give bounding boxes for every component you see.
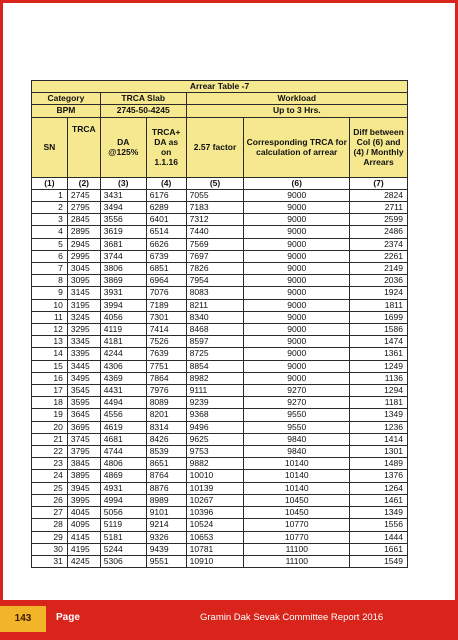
table-row	[32, 250, 408, 262]
diff-cell: 1811	[350, 299, 408, 311]
trca-cell: 3945	[67, 482, 100, 494]
sn-cell: 5	[32, 238, 68, 250]
factor-cell: 7440	[186, 226, 244, 238]
table-row	[32, 360, 408, 372]
sn-cell: 29	[32, 531, 68, 543]
trca-cell: 3195	[67, 299, 100, 311]
diff-cell: 1264	[350, 482, 408, 494]
sn-cell: 19	[32, 409, 68, 421]
da-cell: 4994	[100, 494, 146, 506]
sn-cell: 7	[32, 263, 68, 275]
table-row	[32, 458, 408, 470]
diff-cell: 1349	[350, 409, 408, 421]
table-row	[32, 421, 408, 433]
table-row	[32, 482, 408, 494]
trca-cell: 2945	[67, 238, 100, 250]
da-cell: 5244	[100, 543, 146, 555]
corresponding-cell: 10770	[244, 519, 350, 531]
arrear-table	[31, 80, 408, 568]
corresponding-cell: 9000	[244, 263, 350, 275]
sn-cell: 15	[32, 360, 68, 372]
col-header-diff: Diff between Col (6) and (4) / Monthly Arrears	[350, 117, 408, 177]
trca-da-cell: 8989	[146, 494, 186, 506]
slab-header: TRCA Slab	[100, 93, 186, 105]
da-cell: 3681	[100, 238, 146, 250]
sn-cell: 8	[32, 275, 68, 287]
corresponding-cell: 9000	[244, 336, 350, 348]
table-row	[32, 324, 408, 336]
factor-cell: 9625	[186, 433, 244, 445]
corresponding-cell: 9000	[244, 238, 350, 250]
table-row	[32, 226, 408, 238]
col-header-sn: SN	[32, 117, 68, 177]
sn-cell: 13	[32, 336, 68, 348]
corresponding-cell: 9000	[244, 360, 350, 372]
trca-cell: 2845	[67, 214, 100, 226]
trca-cell: 3645	[67, 409, 100, 421]
corresponding-cell: 9270	[244, 385, 350, 397]
trca-cell: 3845	[67, 458, 100, 470]
trca-cell: 3595	[67, 397, 100, 409]
workload-value: Up to 3 Hrs.	[186, 105, 407, 117]
da-cell: 3869	[100, 275, 146, 287]
da-cell: 4869	[100, 470, 146, 482]
diff-cell: 1556	[350, 519, 408, 531]
table-row	[32, 543, 408, 555]
factor-cell: 9882	[186, 458, 244, 470]
diff-cell: 2599	[350, 214, 408, 226]
corresponding-cell: 11100	[244, 555, 350, 567]
diff-cell: 2261	[350, 250, 408, 262]
trca-da-cell: 7976	[146, 385, 186, 397]
table-row	[32, 287, 408, 299]
trca-da-cell: 8201	[146, 409, 186, 421]
trca-da-cell: 6514	[146, 226, 186, 238]
factor-cell: 7826	[186, 263, 244, 275]
table-title-row	[32, 81, 408, 93]
corresponding-cell: 9000	[244, 250, 350, 262]
category-value: BPM	[32, 105, 101, 117]
col-number: (3)	[100, 177, 146, 189]
da-cell: 4181	[100, 336, 146, 348]
trca-da-cell: 7189	[146, 299, 186, 311]
trca-cell: 4195	[67, 543, 100, 555]
trca-cell: 3045	[67, 263, 100, 275]
diff-cell: 1924	[350, 287, 408, 299]
corresponding-cell: 10450	[244, 507, 350, 519]
diff-cell: 1376	[350, 470, 408, 482]
factor-cell: 10653	[186, 531, 244, 543]
corresponding-cell: 9000	[244, 226, 350, 238]
trca-da-cell: 6739	[146, 250, 186, 262]
corresponding-cell: 9000	[244, 189, 350, 201]
trca-da-cell: 9326	[146, 531, 186, 543]
sn-cell: 20	[32, 421, 68, 433]
trca-da-cell: 8876	[146, 482, 186, 494]
sn-cell: 26	[32, 494, 68, 506]
trca-da-cell: 7076	[146, 287, 186, 299]
col-header-trca-da: TRCA+ DA as on 1.1.16	[146, 117, 186, 177]
da-cell: 4369	[100, 372, 146, 384]
slab-value: 2745-50-4245	[100, 105, 186, 117]
column-number-row	[32, 177, 408, 189]
sn-cell: 16	[32, 372, 68, 384]
corresponding-cell: 10450	[244, 494, 350, 506]
header-row-1	[32, 93, 408, 105]
factor-cell: 7312	[186, 214, 244, 226]
da-cell: 4556	[100, 409, 146, 421]
sn-cell: 9	[32, 287, 68, 299]
factor-cell: 8211	[186, 299, 244, 311]
col-number: (1)	[32, 177, 68, 189]
table-row	[32, 397, 408, 409]
diff-cell: 1349	[350, 507, 408, 519]
factor-cell: 9368	[186, 409, 244, 421]
col-header-corresponding: Corresponding TRCA for calculation of arrear	[244, 117, 350, 177]
sn-cell: 28	[32, 519, 68, 531]
table-row	[32, 202, 408, 214]
col-number: (2)	[67, 177, 100, 189]
trca-da-cell: 7301	[146, 311, 186, 323]
trca-cell: 3245	[67, 311, 100, 323]
da-cell: 5056	[100, 507, 146, 519]
trca-da-cell: 6176	[146, 189, 186, 201]
sn-cell: 31	[32, 555, 68, 567]
diff-cell: 2824	[350, 189, 408, 201]
table-title: Arrear Table -7	[32, 81, 408, 93]
sn-cell: 17	[32, 385, 68, 397]
column-header-row	[32, 117, 408, 177]
da-cell: 4244	[100, 348, 146, 360]
corresponding-cell: 9000	[244, 372, 350, 384]
diff-cell: 1181	[350, 397, 408, 409]
sn-cell: 27	[32, 507, 68, 519]
trca-cell: 3145	[67, 287, 100, 299]
diff-cell: 1661	[350, 543, 408, 555]
header-row-2	[32, 105, 408, 117]
da-cell: 4931	[100, 482, 146, 494]
trca-cell: 3345	[67, 336, 100, 348]
factor-cell: 10267	[186, 494, 244, 506]
diff-cell: 2711	[350, 202, 408, 214]
table-row	[32, 238, 408, 250]
report-title: Gramin Dak Sevak Committee Report 2016	[200, 612, 384, 623]
corresponding-cell: 9270	[244, 397, 350, 409]
diff-cell: 1474	[350, 336, 408, 348]
trca-cell: 3545	[67, 385, 100, 397]
sn-cell: 11	[32, 311, 68, 323]
da-cell: 4494	[100, 397, 146, 409]
diff-cell: 1249	[350, 360, 408, 372]
table-row	[32, 263, 408, 275]
factor-cell: 9239	[186, 397, 244, 409]
factor-cell: 8340	[186, 311, 244, 323]
category-header: Category	[32, 93, 101, 105]
table-row	[32, 299, 408, 311]
factor-cell: 10524	[186, 519, 244, 531]
factor-cell: 10781	[186, 543, 244, 555]
corresponding-cell: 9550	[244, 409, 350, 421]
trca-cell: 3795	[67, 446, 100, 458]
trca-cell: 3995	[67, 494, 100, 506]
corresponding-cell: 9840	[244, 446, 350, 458]
table-row	[32, 189, 408, 201]
trca-da-cell: 8426	[146, 433, 186, 445]
page-label: Page	[56, 612, 80, 623]
da-cell: 5306	[100, 555, 146, 567]
trca-da-cell: 8314	[146, 421, 186, 433]
corresponding-cell: 9000	[244, 311, 350, 323]
table-body	[32, 189, 408, 567]
diff-cell: 1136	[350, 372, 408, 384]
trca-da-cell: 8651	[146, 458, 186, 470]
col-number: (6)	[244, 177, 350, 189]
trca-cell: 3495	[67, 372, 100, 384]
diff-cell: 1236	[350, 421, 408, 433]
factor-cell: 7183	[186, 202, 244, 214]
table-row	[32, 555, 408, 567]
da-cell: 4744	[100, 446, 146, 458]
sn-cell: 23	[32, 458, 68, 470]
factor-cell: 8468	[186, 324, 244, 336]
sn-cell: 10	[32, 299, 68, 311]
table-row	[32, 214, 408, 226]
corresponding-cell: 9000	[244, 287, 350, 299]
table-row	[32, 348, 408, 360]
da-cell: 5119	[100, 519, 146, 531]
factor-cell: 8854	[186, 360, 244, 372]
factor-cell: 7055	[186, 189, 244, 201]
factor-cell: 9753	[186, 446, 244, 458]
trca-cell: 3745	[67, 433, 100, 445]
trca-cell: 3445	[67, 360, 100, 372]
da-cell: 4306	[100, 360, 146, 372]
table-row	[32, 311, 408, 323]
sn-cell: 1	[32, 189, 68, 201]
trca-cell: 3695	[67, 421, 100, 433]
factor-cell: 9496	[186, 421, 244, 433]
trca-cell: 4145	[67, 531, 100, 543]
diff-cell: 1699	[350, 311, 408, 323]
corresponding-cell: 9550	[244, 421, 350, 433]
trca-cell: 4245	[67, 555, 100, 567]
corresponding-cell: 9000	[244, 214, 350, 226]
trca-da-cell: 7864	[146, 372, 186, 384]
corresponding-cell: 10770	[244, 531, 350, 543]
trca-da-cell: 6851	[146, 263, 186, 275]
factor-cell: 7697	[186, 250, 244, 262]
da-cell: 3931	[100, 287, 146, 299]
corresponding-cell: 9000	[244, 275, 350, 287]
trca-da-cell: 9214	[146, 519, 186, 531]
table-row	[32, 409, 408, 421]
diff-cell: 1549	[350, 555, 408, 567]
factor-cell: 10139	[186, 482, 244, 494]
trca-cell: 3295	[67, 324, 100, 336]
da-cell: 3744	[100, 250, 146, 262]
sn-cell: 18	[32, 397, 68, 409]
sn-cell: 6	[32, 250, 68, 262]
corresponding-cell: 9000	[244, 202, 350, 214]
trca-da-cell: 7526	[146, 336, 186, 348]
table-row	[32, 470, 408, 482]
diff-cell: 1414	[350, 433, 408, 445]
corresponding-cell: 10140	[244, 458, 350, 470]
da-cell: 5181	[100, 531, 146, 543]
factor-cell: 8597	[186, 336, 244, 348]
da-cell: 4681	[100, 433, 146, 445]
trca-cell: 3095	[67, 275, 100, 287]
factor-cell: 10910	[186, 555, 244, 567]
trca-da-cell: 7639	[146, 348, 186, 360]
sn-cell: 25	[32, 482, 68, 494]
trca-da-cell: 8764	[146, 470, 186, 482]
diff-cell: 1361	[350, 348, 408, 360]
trca-da-cell: 6289	[146, 202, 186, 214]
table-row	[32, 494, 408, 506]
corresponding-cell: 9000	[244, 324, 350, 336]
trca-cell: 2895	[67, 226, 100, 238]
table-row	[32, 433, 408, 445]
corresponding-cell: 9000	[244, 348, 350, 360]
sn-cell: 14	[32, 348, 68, 360]
col-number: (5)	[186, 177, 244, 189]
col-number: (7)	[350, 177, 408, 189]
corresponding-cell: 10140	[244, 470, 350, 482]
corresponding-cell: 11100	[244, 543, 350, 555]
table-row	[32, 446, 408, 458]
diff-cell: 1586	[350, 324, 408, 336]
trca-da-cell: 7751	[146, 360, 186, 372]
factor-cell: 10396	[186, 507, 244, 519]
sn-cell: 3	[32, 214, 68, 226]
trca-cell: 4045	[67, 507, 100, 519]
sn-cell: 21	[32, 433, 68, 445]
col-header-da: DA @125%	[100, 117, 146, 177]
table-row	[32, 372, 408, 384]
trca-da-cell: 9551	[146, 555, 186, 567]
trca-da-cell: 6626	[146, 238, 186, 250]
diff-cell: 1444	[350, 531, 408, 543]
trca-cell: 3395	[67, 348, 100, 360]
table-row	[32, 531, 408, 543]
table-row	[32, 336, 408, 348]
da-cell: 3994	[100, 299, 146, 311]
diff-cell: 1294	[350, 385, 408, 397]
trca-da-cell: 6401	[146, 214, 186, 226]
corresponding-cell: 10140	[244, 482, 350, 494]
diff-cell: 2374	[350, 238, 408, 250]
corresponding-cell: 9000	[244, 299, 350, 311]
diff-cell: 2036	[350, 275, 408, 287]
sn-cell: 24	[32, 470, 68, 482]
table-row	[32, 275, 408, 287]
factor-cell: 9111	[186, 385, 244, 397]
trca-cell: 2745	[67, 189, 100, 201]
factor-cell: 8982	[186, 372, 244, 384]
factor-cell: 8083	[186, 287, 244, 299]
table-row	[32, 385, 408, 397]
table-row	[32, 519, 408, 531]
da-cell: 3494	[100, 202, 146, 214]
da-cell: 4056	[100, 311, 146, 323]
diff-cell: 2149	[350, 263, 408, 275]
corresponding-cell: 9840	[244, 433, 350, 445]
da-cell: 3556	[100, 214, 146, 226]
da-cell: 4431	[100, 385, 146, 397]
trca-cell: 3895	[67, 470, 100, 482]
table-row	[32, 507, 408, 519]
da-cell: 3619	[100, 226, 146, 238]
diff-cell: 1301	[350, 446, 408, 458]
sn-cell: 4	[32, 226, 68, 238]
sn-cell: 30	[32, 543, 68, 555]
col-header-trca: TRCA	[67, 117, 100, 177]
da-cell: 4119	[100, 324, 146, 336]
sn-cell: 22	[32, 446, 68, 458]
col-header-factor: 2.57 factor	[186, 117, 244, 177]
factor-cell: 7569	[186, 238, 244, 250]
trca-da-cell: 9101	[146, 507, 186, 519]
trca-da-cell: 6964	[146, 275, 186, 287]
factor-cell: 7954	[186, 275, 244, 287]
da-cell: 4806	[100, 458, 146, 470]
factor-cell: 10010	[186, 470, 244, 482]
trca-da-cell: 9439	[146, 543, 186, 555]
da-cell: 4619	[100, 421, 146, 433]
trca-cell: 2795	[67, 202, 100, 214]
diff-cell: 1489	[350, 458, 408, 470]
diff-cell: 2486	[350, 226, 408, 238]
sn-cell: 2	[32, 202, 68, 214]
trca-cell: 4095	[67, 519, 100, 531]
trca-da-cell: 7414	[146, 324, 186, 336]
sn-cell: 12	[32, 324, 68, 336]
da-cell: 3806	[100, 263, 146, 275]
trca-da-cell: 8089	[146, 397, 186, 409]
page-number: 143	[0, 606, 46, 632]
factor-cell: 8725	[186, 348, 244, 360]
workload-header: Workload	[186, 93, 407, 105]
trca-cell: 2995	[67, 250, 100, 262]
da-cell: 3431	[100, 189, 146, 201]
trca-da-cell: 8539	[146, 446, 186, 458]
diff-cell: 1461	[350, 494, 408, 506]
col-number: (4)	[146, 177, 186, 189]
